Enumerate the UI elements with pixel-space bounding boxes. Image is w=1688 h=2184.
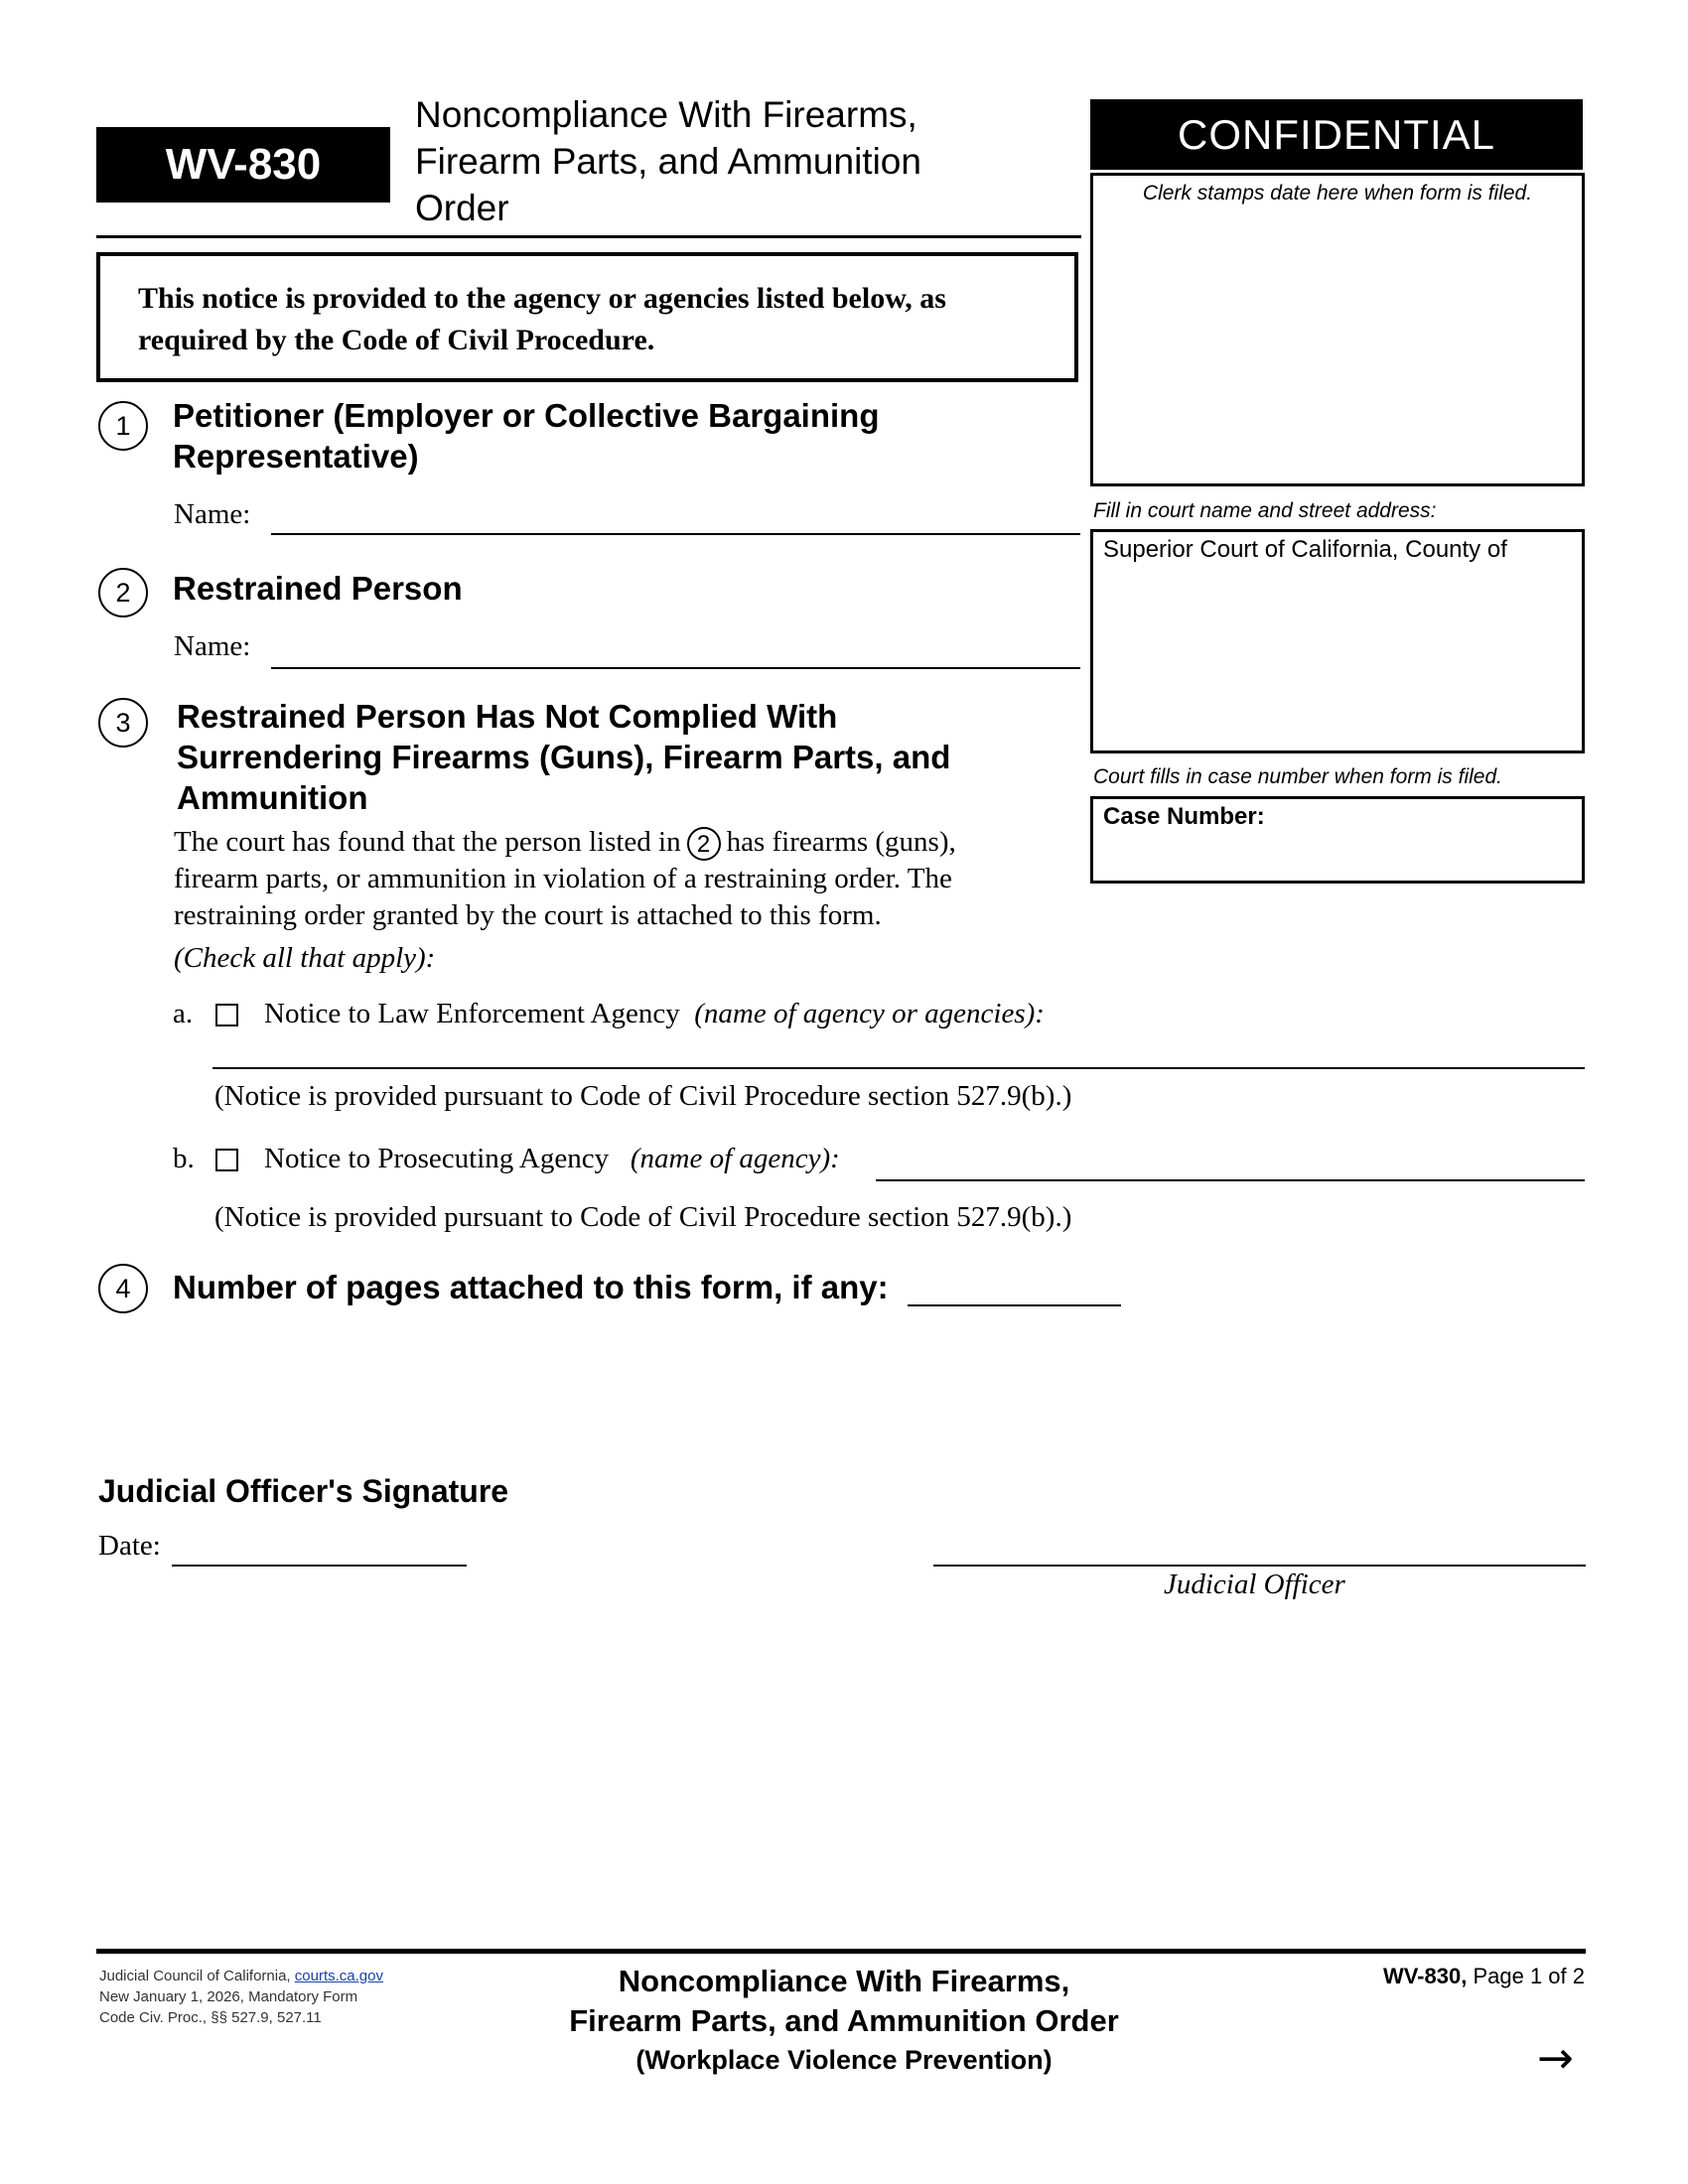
footer-title-line: Noncompliance With Firearms,	[618, 1964, 1070, 1998]
court-address-box[interactable]	[1090, 529, 1585, 753]
form-id-badge	[96, 127, 390, 203]
footer-revision-text: New January 1, 2026, Mandatory Form	[99, 1988, 358, 2005]
section4-text: Number of pages attached to this form, if any:	[173, 1269, 889, 1305]
notice-text: This notice is provided to the agency or agencies listed below, as required by the Code of Civil Procedure.	[138, 282, 946, 356]
law-enforcement-checkbox[interactable]	[215, 1004, 238, 1026]
footer-title-line: Firearm Parts, and Ammunition Order	[569, 2003, 1119, 2038]
item-number-text: 3	[115, 707, 131, 738]
case-number-label: Case Number:	[1103, 803, 1265, 830]
section1-heading-line: Petitioner (Employer or Collective Bargaining	[173, 397, 880, 434]
confidential-banner	[1090, 99, 1583, 170]
item-number-text: 4	[115, 1273, 131, 1303]
item-number-1	[98, 401, 148, 451]
form-id-text: WV-830	[165, 140, 322, 189]
item-b-label	[264, 1143, 840, 1175]
prosecuting-agency-hint: (name of agency):	[630, 1143, 840, 1174]
prosecuting-agency-checkbox[interactable]	[215, 1149, 238, 1171]
clerk-stamp-box[interactable]	[1090, 173, 1585, 486]
check-all-instruction: (Check all that apply):	[174, 942, 436, 974]
section1-heading	[173, 395, 879, 477]
item-number-3	[98, 698, 148, 748]
signature-heading: Judicial Officer's Signature	[98, 1473, 509, 1509]
section3-body-line: restraining order granted by the court is attached to this form.	[174, 899, 882, 932]
prosecuting-agency-field[interactable]	[876, 1179, 1585, 1181]
law-enforcement-agency-field[interactable]	[212, 1067, 1585, 1069]
petitioner-name-label: Name:	[174, 498, 251, 530]
section3-heading	[177, 696, 950, 818]
footer-rule	[96, 1949, 1586, 1954]
item-ref-2	[687, 827, 721, 861]
case-number-box[interactable]	[1090, 796, 1585, 884]
confidential-text: CONFIDENTIAL	[1177, 110, 1496, 158]
courts-link[interactable]: courts.ca.gov	[294, 1968, 383, 1984]
footer-page-number: Page 1 of 2	[1473, 1964, 1585, 1988]
date-label: Date:	[98, 1530, 161, 1562]
law-enforcement-hint: (name of agency or agencies):	[694, 998, 1045, 1029]
form-title-line: Noncompliance With Firearms,	[415, 94, 917, 135]
item-b-note: (Notice is provided pursuant to Code of Civil Procedure section 527.9(b).)	[214, 1201, 1072, 1233]
item-a-note: (Notice is provided pursuant to Code of Civil Procedure section 527.9(b).)	[214, 1080, 1072, 1112]
item-number-4	[98, 1264, 148, 1313]
section3-body-line: firearm parts, or ammunition in violation of a restraining order. The	[174, 863, 952, 895]
prosecuting-agency-label: Notice to Prosecuting Agency	[264, 1143, 610, 1174]
footer-code-text: Code Civ. Proc., §§ 527.9, 527.11	[99, 2009, 322, 2026]
case-fill-label: Court fills in case number when form is filed.	[1093, 765, 1502, 788]
clerk-stamp-label: Clerk stamps date here when form is filed.	[1142, 182, 1533, 205]
court-fill-label: Fill in court name and street address:	[1093, 499, 1437, 522]
item-b-letter: b.	[173, 1143, 195, 1174]
next-page-arrow-icon[interactable]: →	[1537, 2033, 1574, 2084]
item-ref-text: 2	[696, 830, 711, 858]
footer-left	[99, 1966, 383, 2028]
restrained-name-field[interactable]	[271, 667, 1080, 669]
form-title-line: Order	[415, 188, 509, 228]
section3-heading-line: Surrendering Firearms (Guns), Firearm Parts, and	[177, 739, 951, 775]
footer-form-id: WV-830,	[1382, 1964, 1468, 1988]
petitioner-name-field[interactable]	[271, 533, 1080, 535]
date-field[interactable]	[172, 1565, 467, 1567]
law-enforcement-label: Notice to Law Enforcement Agency	[264, 998, 680, 1029]
judicial-officer-signature-line[interactable]	[933, 1565, 1586, 1567]
section3-body-text: The court has found that the person listed in	[174, 826, 681, 858]
item-a-letter: a.	[173, 998, 194, 1029]
footer-page-info	[1291, 1964, 1585, 1989]
title-rule	[96, 235, 1081, 238]
item-a-label	[264, 998, 1045, 1030]
item-number-text: 2	[115, 577, 131, 608]
section3-body	[174, 824, 1087, 934]
form-title	[415, 91, 1051, 231]
section1-heading-line: Representative)	[173, 438, 419, 475]
item-number-2	[98, 568, 148, 617]
form-title-line: Firearm Parts, and Ammunition	[415, 141, 921, 182]
section3-heading-line: Restrained Person Has Not Complied With	[177, 698, 838, 735]
footer-subtitle: (Workplace Violence Prevention)	[635, 2045, 1053, 2075]
section2-heading: Restrained Person	[173, 570, 463, 607]
court-name-text: Superior Court of California, County of	[1103, 536, 1507, 563]
restrained-name-label: Name:	[174, 630, 251, 662]
section3-body-text: has firearms (guns),	[726, 826, 956, 858]
judicial-officer-label: Judicial Officer	[1164, 1569, 1345, 1600]
pages-attached-field[interactable]	[908, 1304, 1121, 1306]
item-number-text: 1	[115, 410, 131, 441]
footer-title	[496, 1962, 1192, 2079]
section3-heading-line: Ammunition	[177, 779, 368, 816]
footer-council-text: Judicial Council of California,	[99, 1968, 291, 1984]
notice-box	[96, 252, 1078, 382]
